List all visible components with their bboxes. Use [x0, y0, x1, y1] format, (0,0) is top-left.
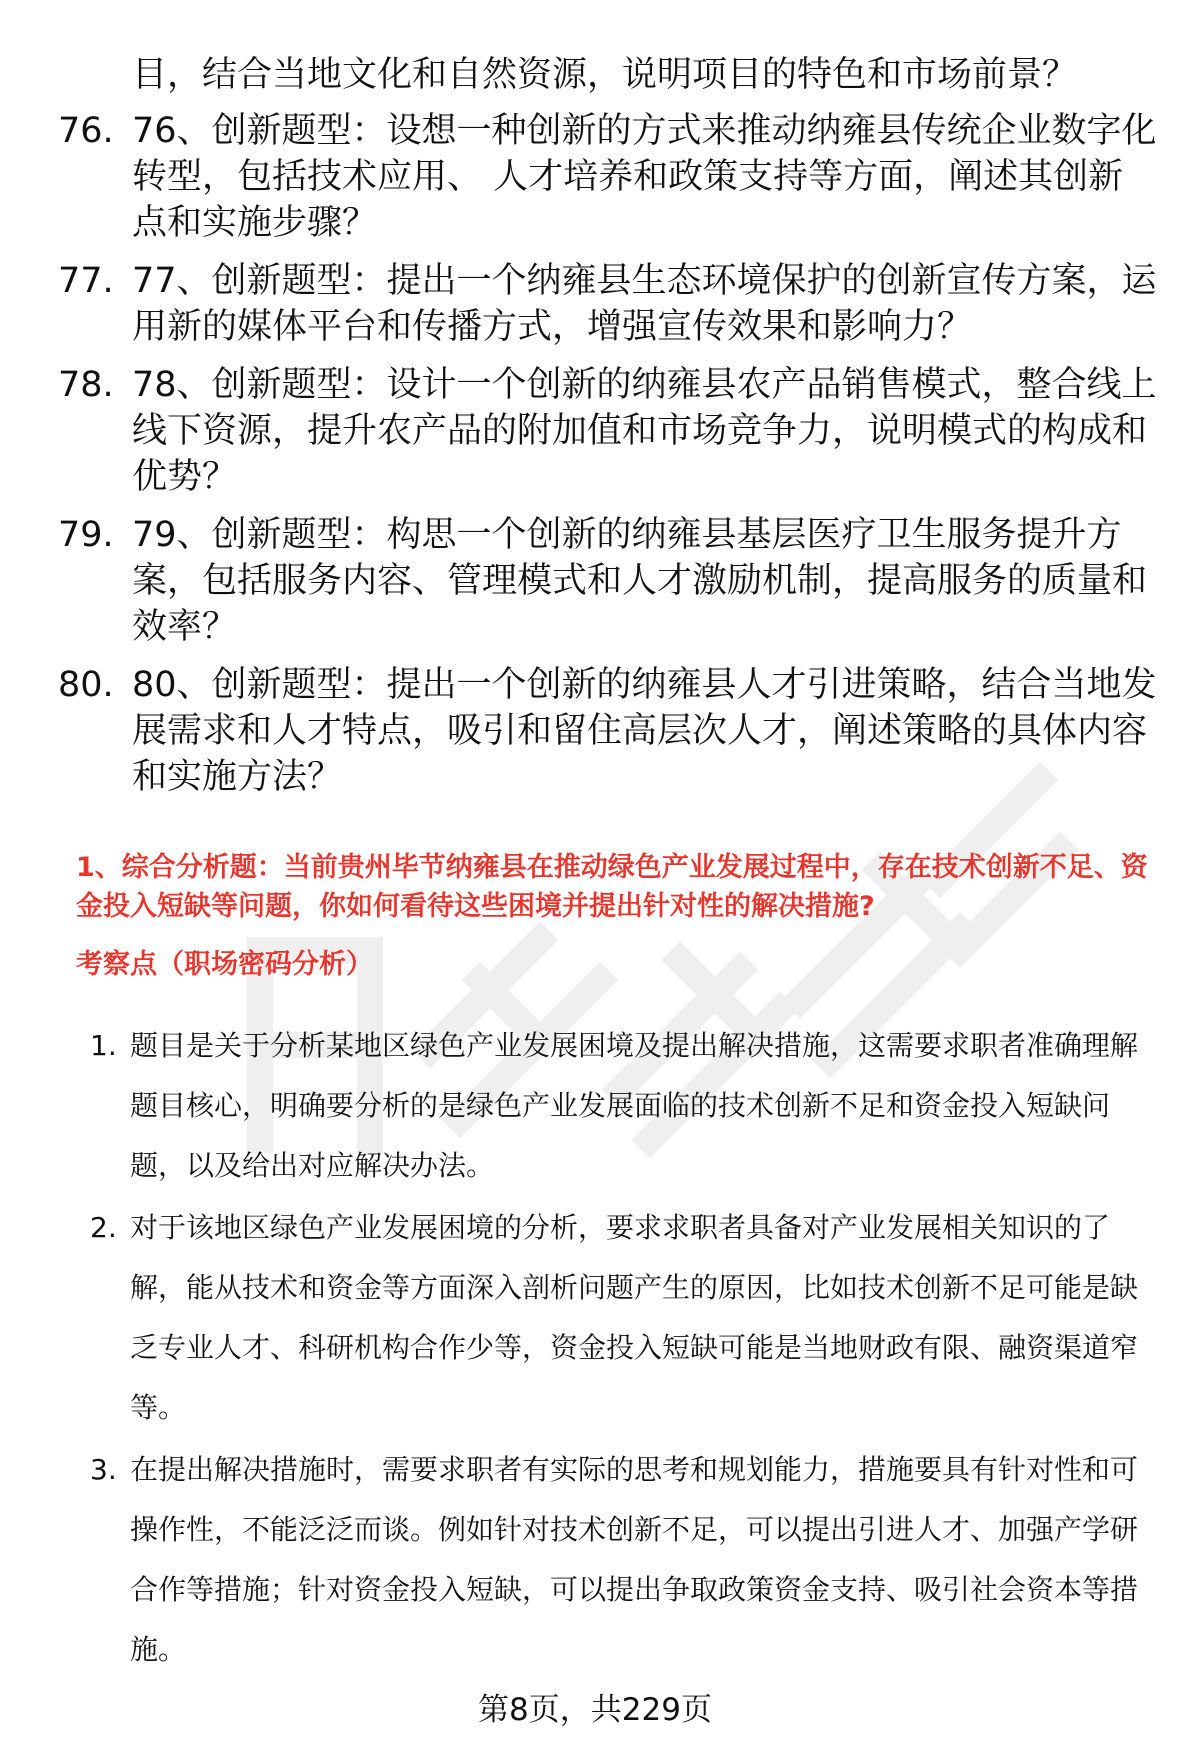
item-number: 1. [90, 1029, 117, 1062]
list-item [58, 258, 1158, 350]
item-text: 77、创新题型：提出一个纳雍县生态环境保护的创新宣传方案，运用新的媒体平台和传播方式，增强宣传效果和影响力？ [132, 261, 1157, 347]
item-number: 76. [58, 111, 114, 151]
analysis-points-list [90, 1016, 1158, 1682]
list-item [58, 512, 1158, 650]
item-number: 3. [90, 1453, 117, 1486]
item-text: 在提出解决措施时，需要求职者有实际的思考和规划能力，措施要具有针对性和可操作性，不能泛泛而谈。例如针对技术创新不足，可以提出引进人才、加强产学研合作等措施；针对资金投入短缺，可以提出争取政策资金支持、吸引社会资本等措施。 [130, 1453, 1139, 1666]
item-number: 80. [58, 665, 114, 705]
list-item [58, 662, 1158, 800]
points-label: 考察点（职场密码分析） [76, 949, 373, 980]
list-item [90, 1198, 1158, 1438]
question-list [58, 108, 1158, 812]
item-text: 对于该地区绿色产业发展困境的分析，要求求职者具备对产业发展相关知识的了解，能从技术和资金等方面深入剖析问题产生的原因，比如技术创新不足可能是缺乏专业人才、科研机构合作少等，资金投入短缺可能是当地财政有限、融资渠道窄等。 [130, 1211, 1139, 1424]
item-number: 2. [90, 1211, 117, 1244]
item-text: 79、创新题型：构思一个创新的纳雍县基层医疗卫生服务提升方案，包括服务内容、管理模式和人才激励机制，提高服务的质量和效率？ [132, 515, 1148, 647]
item-text: 80、创新题型：提出一个创新的纳雍县人才引进策略，结合当地发展需求和人才特点，吸引和留住高层次人才，阐述策略的具体内容和实施方法？ [132, 665, 1157, 797]
list-item [58, 108, 1158, 246]
item-number: 79. [58, 515, 114, 555]
list-item [90, 1440, 1158, 1680]
item-number: 78. [58, 365, 114, 405]
item-text: 题目是关于分析某地区绿色产业发展困境及提出解决措施，这需要求职者准确理解题目核心，明确要分析的是绿色产业发展面临的技术创新不足和资金投入短缺问题，以及给出对应解决办法。 [130, 1029, 1139, 1182]
continuation-text: 目，结合当地文化和自然资源，说明项目的特色和市场前景？ [132, 55, 1078, 95]
list-item [58, 362, 1158, 500]
item-text: 76、创新题型：设想一种创新的方式来推动纳雍县传统企业数字化转型，包括技术应用、 人才培养和政策支持等方面，阐述其创新点和实施步骤？ [132, 111, 1157, 243]
list-item [90, 1016, 1158, 1196]
item-text: 78、创新题型：设计一个创新的纳雍县农产品销售模式，整合线上线下资源，提升农产品的附加值和市场竞争力，说明模式的构成和优势？ [132, 365, 1157, 497]
section-title: 1、综合分析题：当前贵州毕节纳雍县在推动绿色产业发展过程中，存在技术创新不足、资金投入短缺等问题，你如何看待这些困境并提出针对性的解决措施? [76, 852, 1148, 922]
page-footer: 第8页，共229页 [478, 1692, 712, 1728]
item-number: 77. [58, 261, 114, 301]
